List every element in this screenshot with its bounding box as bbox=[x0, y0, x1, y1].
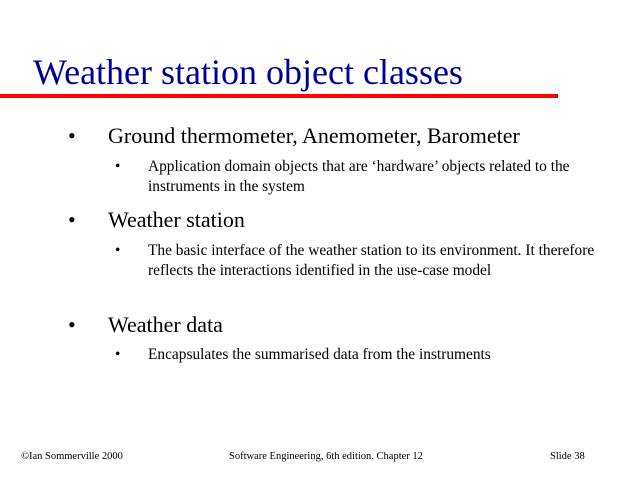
footer-slide-number: Slide 38 bbox=[550, 451, 585, 462]
bullet-icon: • bbox=[68, 312, 76, 337]
bullet-icon: • bbox=[68, 123, 76, 148]
sub-bullet-item-weather-station bbox=[115, 241, 608, 281]
bullet-icon: • bbox=[115, 346, 121, 363]
sub-bullet-text: The basic interface of the weather station to its environment. It therefore reflects the interactions identified in the use-case model bbox=[148, 242, 595, 279]
title-underline bbox=[0, 94, 558, 98]
bullet-icon: • bbox=[68, 207, 76, 232]
footer-copyright: ©Ian Sommerville 2000 bbox=[21, 451, 123, 462]
bullet-text: Weather station bbox=[108, 207, 245, 232]
footer-book-title: Software Engineering, 6th edition. Chapter 12 bbox=[229, 451, 423, 462]
bullet-item-weather-data bbox=[68, 312, 223, 338]
bullet-text: Ground thermometer, Anemometer, Barometer bbox=[108, 123, 520, 148]
sub-bullet-text: Application domain objects that are ‘hardware’ objects related to the instruments in the system bbox=[148, 158, 570, 195]
bullet-item-weather-station bbox=[68, 207, 245, 233]
sub-bullet-item-ground-instruments bbox=[115, 157, 608, 197]
bullet-text: Weather data bbox=[108, 312, 223, 337]
sub-bullet-text: Encapsulates the summarised data from the instruments bbox=[148, 346, 491, 363]
bullet-icon: • bbox=[115, 158, 121, 175]
bullet-item-ground-instruments bbox=[68, 123, 520, 149]
sub-bullet-item-weather-data bbox=[115, 345, 608, 365]
bullet-icon: • bbox=[115, 242, 121, 259]
slide-title: Weather station object classes bbox=[33, 52, 463, 92]
